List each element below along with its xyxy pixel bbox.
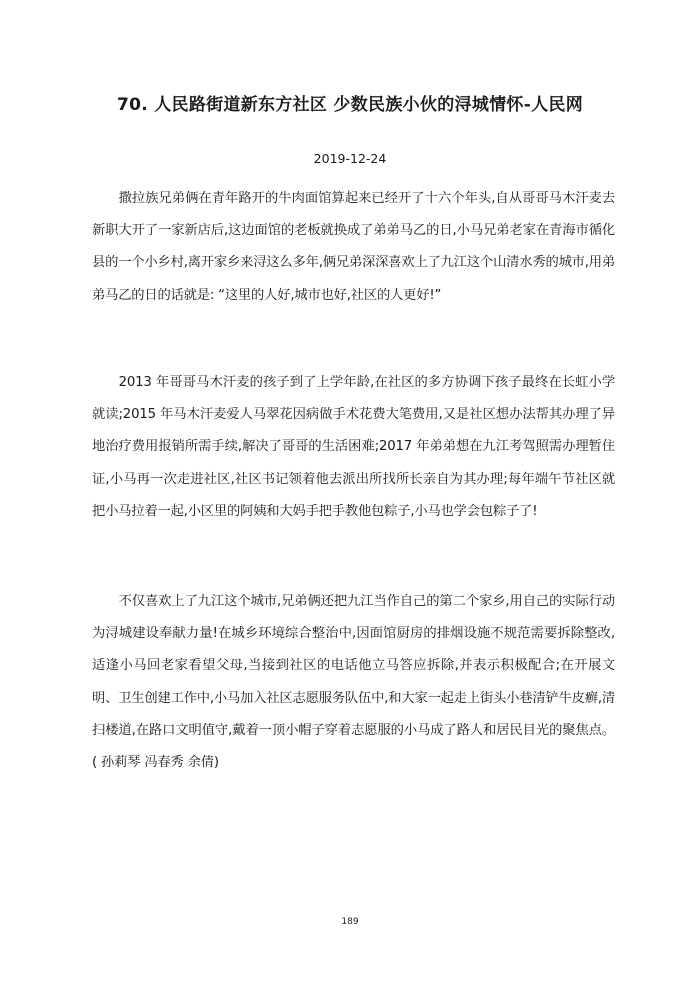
paragraph: 不仅喜欢上了九江这个城市,兄弟俩还把九江当作自己的第二个家乡,用自己的实际行动为浔城建设奉献力量!在城乡环境综合整治中,因面馆厨房的排烟设施不规范需要拆除整改,适逢小马回老家看望父母,当接到社区的电话他立马答应拆除,并表示积极配合;在开展文明、卫生创建工作中,小马加入社区志愿服务队伍中,和大家一起走上街头小巷清铲牛皮癣,清扫楼道,在路口文明值守,戴着一顶小帽子穿着志愿服的小马成了路人和居民目光的聚焦点。( 孙莉琴 冯春秀 余倩) [92,594,615,771]
article-date: 2019-12-24 [313,151,387,166]
page-number: 189 [341,917,359,927]
paragraph: 撒拉族兄弟俩在青年路开的牛肉面馆算起来已经开了十六个年头,自从哥哥马木汗麦去新职大开了一家新店后,这边面馆的老板就换成了弟弟马乙的日,小马兄弟老家在青海市循化县的一个小乡村,离开家乡来浔这么多年,俩兄弟深深喜欢上了九江这个山清水秀的城市,用弟弟马乙的日的话就是: “这里的人好,城市也好,社区的人更好!” [92,191,615,303]
paragraph: 2013 年哥哥马木汗麦的孩子到了上学年龄,在社区的多方协调下孩子最终在长虹小学就读;2015 年马木汗麦爱人马翠花因病做手术花费大笔费用,又是社区想办法帮其办理了异地治疗费用报销所需手续,解决了哥哥的生活困难;2017 年弟弟想在九江考驾照需办理暂住证,小马再一次走进社区,社区书记领着他去派出所找所长亲自为其办理;每年端午节社区就把小马拉着一起,小区里的阿姨和大妈手把手教他包粽子,小马也学会包粽子了! [92,375,615,519]
article-title: 70. 人民路街道新东方社区 少数民族小伙的浔城情怀-人民网 [116,95,583,115]
